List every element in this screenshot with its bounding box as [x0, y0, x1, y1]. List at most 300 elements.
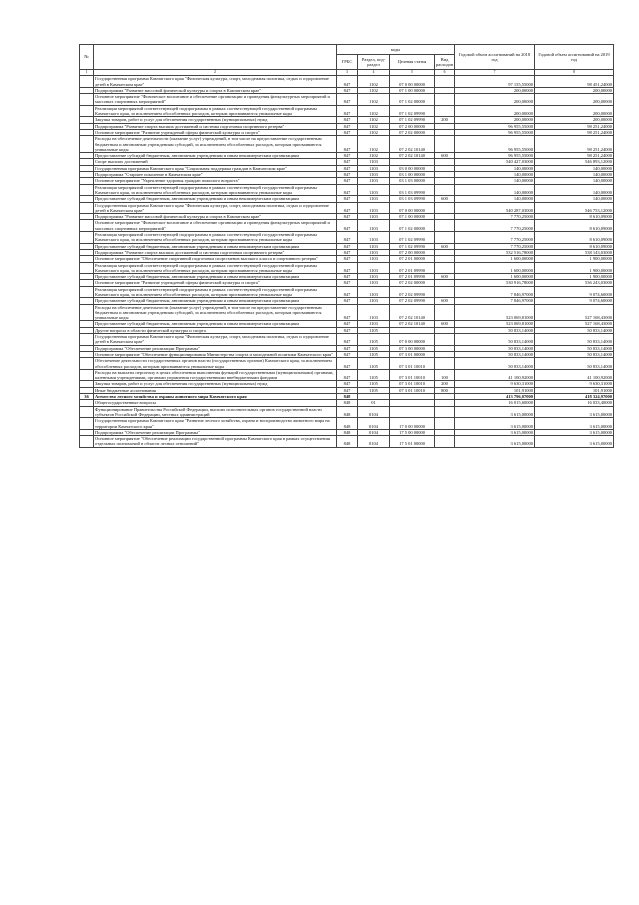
- table-row: [80, 334, 614, 346]
- expense-type-code: [435, 232, 455, 244]
- budget-item-name: Расходы на обеспечение деятельности (оказание услуг) учреждений, в том числе на предоставление государственным бюджетным и автономным учреждениям субсидий, за исключением обособленных расходов, которым присваиваются уникальные коды: [94, 304, 337, 321]
- razdel-code: 1103: [358, 256, 390, 262]
- amount-2018: 96 955,55000: [455, 123, 535, 129]
- razdel-code: 1102: [358, 117, 390, 123]
- expense-type-code: [435, 358, 455, 370]
- header-number: №: [80, 45, 94, 70]
- target-article-code: 03 1 00 00000: [390, 172, 435, 178]
- razdel-code: 1105: [358, 334, 390, 346]
- expense-type-code: [435, 184, 455, 196]
- expense-type-code: 100: [435, 369, 455, 381]
- target-article-code: 17 0 00 00000: [390, 418, 435, 430]
- budget-item-name: Подпрограмма "Развитие спорта высших достижений и системы подготовки спортивного резерва": [94, 123, 337, 129]
- razdel-code: 1103: [358, 178, 390, 184]
- grbs-code: 847: [337, 214, 358, 220]
- target-article-code: 07 1 02 09990: [390, 117, 435, 123]
- razdel-code: 1103: [358, 232, 390, 244]
- expense-type-code: 600: [435, 196, 455, 202]
- expense-type-code: [435, 94, 455, 106]
- amount-2018: 140,00000: [455, 196, 535, 202]
- grbs-code: 847: [337, 298, 358, 304]
- amount-2018: 540 287,03000: [455, 202, 535, 214]
- razdel-code: 1103: [358, 249, 390, 255]
- amount-2018: 101,91000: [455, 387, 535, 393]
- amount-2019: 527 168,43000: [535, 321, 614, 327]
- target-article-code: 07 1 00 00000: [390, 214, 435, 220]
- expense-type-code: [435, 406, 455, 418]
- razdel-code: 1102: [358, 94, 390, 106]
- budget-item-name: Предоставление субсидий бюджетным, автономным учреждениям и иным некоммерческим организациям: [94, 274, 337, 280]
- header-codes: коды: [337, 45, 455, 55]
- razdel-code: 1102: [358, 129, 390, 135]
- table-row: [80, 202, 614, 214]
- amount-2018: 3 615,00000: [455, 436, 535, 448]
- target-article-code: 03 0 00 00000: [390, 165, 435, 171]
- amount-2018: 97 155,55000: [455, 76, 535, 88]
- header-razdel: Раздел, под-раздел: [358, 55, 390, 70]
- expense-type-code: 600: [435, 153, 455, 159]
- razdel-code: 1102: [358, 105, 390, 117]
- amount-2019: 200,00000: [535, 87, 614, 93]
- amount-2018: 200,00000: [455, 105, 535, 117]
- grbs-code: 847: [337, 196, 358, 202]
- grbs-code: 847: [337, 345, 358, 351]
- expense-type-code: [435, 286, 455, 298]
- column-index: 3: [337, 70, 358, 76]
- razdel-code: 1103: [358, 202, 390, 214]
- budget-item-name: Реализация мероприятий соответствующей подпрограммы в рамках соответствующей государственной программы Камчатского края, за исключением обособленных расходов, которым присваиваются уникальные коды: [94, 262, 337, 274]
- target-article-code: 07 1 02 00000: [390, 220, 435, 232]
- budget-item-name: Подпрограмма "Развитие массовой физической культуры и спорта в Камчатском крае": [94, 87, 337, 93]
- amount-2018: 7 770,25000: [455, 214, 535, 220]
- expense-type-code: [435, 334, 455, 346]
- header-amount-2018: Годовой объем ассигнований на 2018 год: [455, 45, 535, 70]
- column-index: 6: [435, 70, 455, 76]
- razdel-code: 1105: [358, 327, 390, 333]
- grbs-code: 847: [337, 129, 358, 135]
- razdel-code: 1103: [358, 280, 390, 286]
- razdel-code: 1103: [358, 321, 390, 327]
- column-index: 1: [80, 70, 94, 76]
- header-amount-2019: Годовой объем ассигнований на 2019 год: [535, 45, 614, 70]
- grbs-code: 847: [337, 202, 358, 214]
- table-row: [80, 184, 614, 196]
- table-row: [80, 105, 614, 117]
- amount-2019: 9 630,31000: [535, 381, 614, 387]
- budget-item-name: Предоставление субсидий бюджетным, автономным учреждениям и иным некоммерческим организациям: [94, 196, 337, 202]
- budget-item-name: Государственная программа Камчатского края "Физическая культура, спорт, молодежная политика, отдых и оздоровление детей в Камчатском крае": [94, 334, 337, 346]
- row-number: [80, 358, 94, 370]
- grbs-code: 847: [337, 280, 358, 286]
- budget-item-name: Предоставление субсидий бюджетным, автономным учреждениям и иным некоммерческим организациям: [94, 243, 337, 249]
- target-article-code: 07 3 01 00000: [390, 351, 435, 357]
- grbs-code: 848: [337, 436, 358, 448]
- row-number: [80, 418, 94, 430]
- amount-2019: 50 833,14000: [535, 358, 614, 370]
- budget-item-name: Подпрограмма "Развитие массовой физической культуры и спорта в Камчатском крае": [94, 214, 337, 220]
- grbs-code: 848: [337, 406, 358, 418]
- grbs-code: 847: [337, 243, 358, 249]
- budget-item-name: Основное мероприятие "Укрепление здоровья граждан пожилого возраста": [94, 178, 337, 184]
- grbs-code: 847: [337, 286, 358, 298]
- budget-item-name: Предоставление субсидий бюджетным, автономным учреждениям и иным некоммерческим организациям: [94, 321, 337, 327]
- grbs-code: 847: [337, 321, 358, 327]
- grbs-code: 847: [337, 153, 358, 159]
- table-row: [80, 358, 614, 370]
- amount-2018: 50 833,14000: [455, 327, 535, 333]
- table-header-row: [80, 45, 614, 55]
- amount-2019: 98 251,24000: [535, 123, 614, 129]
- expense-type-code: 600: [435, 274, 455, 280]
- target-article-code: 07 3 01 10010: [390, 381, 435, 387]
- row-number: [80, 406, 94, 418]
- amount-2019: 101,91000: [535, 387, 614, 393]
- grbs-code: 847: [337, 334, 358, 346]
- amount-2019: 8 610,09000: [535, 243, 614, 249]
- amount-2018: 530 916,78000: [455, 280, 535, 286]
- razdel-code: 1103: [358, 286, 390, 298]
- target-article-code: 07 2 02 10140: [390, 153, 435, 159]
- amount-2019: 140,00000: [535, 196, 614, 202]
- amount-2019: 200,00000: [535, 94, 614, 106]
- target-article-code: 17 5 01 00000: [390, 436, 435, 448]
- amount-2019: 98 451,24000: [535, 76, 614, 88]
- amount-2018: 413 796,07000: [455, 394, 535, 400]
- amount-2019: 200,00000: [535, 117, 614, 123]
- expense-type-code: [435, 436, 455, 448]
- razdel-code: 1103: [358, 214, 390, 220]
- amount-2018: 7 770,25000: [455, 220, 535, 232]
- budget-item-name: Расходы на выплаты персоналу в целях обеспечения выполнения функций государственными (муниципальными) органами, казенными учреждениями, органами управления государственными внебюджетными фондами: [94, 369, 337, 381]
- target-article-code: 07 0 00 00000: [390, 76, 435, 88]
- grbs-code: 847: [337, 184, 358, 196]
- budget-item-name: Основное мероприятие "Обеспечение функционирования Министерства спорта и молодежной политики Камчатского края": [94, 351, 337, 357]
- razdel-code: 1105: [358, 381, 390, 387]
- target-article-code: 07 2 02 00000: [390, 129, 435, 135]
- amount-2018: 523 069,81000: [455, 321, 535, 327]
- amount-2018: 523 069,81000: [455, 304, 535, 321]
- amount-2018: 96 955,55000: [455, 153, 535, 159]
- target-article-code: 07 3 00 00000: [390, 345, 435, 351]
- target-article-code: 03 1 03 09990: [390, 196, 435, 202]
- target-article-code: 07 0 00 00000: [390, 202, 435, 214]
- amount-2018: 16 015,60000: [455, 400, 535, 406]
- budget-item-name: Основное мероприятие "Физическое воспитание и обеспечение организации и проведения физкультурных мероприятий и массовых спортивных мероприятий": [94, 94, 337, 106]
- target-article-code: 07 2 02 10140: [390, 304, 435, 321]
- budget-item-name: Агентство лесного хозяйства и охраны животного мира Камчатского края: [94, 394, 337, 400]
- table-row: [80, 220, 614, 232]
- target-article-code: 07 3 01 10010: [390, 369, 435, 381]
- amount-2018: 7 846,97000: [455, 298, 535, 304]
- column-index: 8: [535, 70, 614, 76]
- header-vid: Вид расходов: [435, 55, 455, 70]
- grbs-code: 847: [337, 178, 358, 184]
- expense-type-code: [435, 262, 455, 274]
- target-article-code: 07 0 00 00000: [390, 334, 435, 346]
- grbs-code: 847: [337, 136, 358, 153]
- grbs-code: 847: [337, 381, 358, 387]
- grbs-code: 847: [337, 256, 358, 262]
- header-name: [94, 45, 337, 70]
- amount-2018: 1 600,00000: [455, 256, 535, 262]
- razdel-code: 1103: [358, 165, 390, 171]
- row-number: [80, 136, 94, 153]
- amount-2019: 140,00000: [535, 172, 614, 178]
- amount-2018: 140,00000: [455, 165, 535, 171]
- table-row: [80, 94, 614, 106]
- target-article-code: 07 1 02 09990: [390, 105, 435, 117]
- table-row: [80, 406, 614, 418]
- amount-2018: 1 600,00000: [455, 262, 535, 274]
- target-article-code: 07 2 00 00000: [390, 249, 435, 255]
- amount-2018: 532 516,78000: [455, 249, 535, 255]
- amount-2019: 3 615,00000: [535, 429, 614, 435]
- target-article-code: 07 2 02 09990: [390, 298, 435, 304]
- row-number: [80, 105, 94, 117]
- amount-2019: 3 615,00000: [535, 436, 614, 448]
- budget-item-name: Спорт высших достижений: [94, 159, 337, 165]
- grbs-code: 847: [337, 123, 358, 129]
- target-article-code: 07 1 02 00000: [390, 94, 435, 106]
- grbs-code: 847: [337, 232, 358, 244]
- razdel-code: 1105: [358, 358, 390, 370]
- amount-2018: 7 770,25000: [455, 243, 535, 249]
- razdel-code: 1102: [358, 123, 390, 129]
- razdel-code: 1102: [358, 153, 390, 159]
- amount-2019: 1 900,00000: [535, 274, 614, 280]
- expense-type-code: 200: [435, 117, 455, 123]
- amount-2019: 50 833,14000: [535, 327, 614, 333]
- column-index: 5: [390, 70, 435, 76]
- budget-item-name: Основное мероприятие "Физическое воспитание и обеспечение организации и проведения физкультурных мероприятий и массовых спортивных мероприятий": [94, 220, 337, 232]
- expense-type-code: [435, 105, 455, 117]
- razdel-code: 1103: [358, 262, 390, 274]
- target-article-code: 07 3 01 10010: [390, 358, 435, 370]
- target-article-code: 07 2 02 00000: [390, 280, 435, 286]
- table-row: [80, 76, 614, 88]
- expense-type-code: [435, 220, 455, 232]
- budget-item-name: Реализация мероприятий соответствующей подпрограммы в рамках соответствующей государственной программы Камчатского края, за исключением обособленных расходов, которым присваиваются уникальные коды: [94, 105, 337, 117]
- budget-table: [79, 44, 614, 448]
- table-row: [80, 232, 614, 244]
- razdel-code: 0104: [358, 406, 390, 418]
- row-number: [80, 94, 94, 106]
- table-row: [80, 418, 614, 430]
- amount-2019: 1 900,00000: [535, 262, 614, 274]
- expense-type-code: 600: [435, 298, 455, 304]
- amount-2018: 50 833,14000: [455, 345, 535, 351]
- razdel-code: 1103: [358, 184, 390, 196]
- amount-2018: 3 615,00000: [455, 429, 535, 435]
- target-article-code: 07 3 01 10010: [390, 387, 435, 393]
- amount-2018: 96 955,55000: [455, 136, 535, 153]
- target-article-code: 07 1 02 09990: [390, 243, 435, 249]
- expense-type-code: 600: [435, 243, 455, 249]
- row-number: [80, 304, 94, 321]
- target-article-code: [390, 406, 435, 418]
- amount-2018: 200,00000: [455, 87, 535, 93]
- row-number: [80, 184, 94, 196]
- amount-2019: 546 893,12000: [535, 159, 614, 165]
- column-index: 7: [455, 70, 535, 76]
- amount-2018: 3 615,00000: [455, 418, 535, 430]
- grbs-code: 847: [337, 351, 358, 357]
- amount-2019: 8 610,09000: [535, 220, 614, 232]
- amount-2019: 3 615,00000: [535, 418, 614, 430]
- expense-type-code: 800: [435, 387, 455, 393]
- grbs-code: 847: [337, 304, 358, 321]
- razdel-code: 0104: [358, 436, 390, 448]
- budget-item-name: Закупка товаров, работ и услуг для обеспечения государственных (муниципальных) нужд: [94, 117, 337, 123]
- grbs-code: 847: [337, 105, 358, 117]
- razdel-code: 1102: [358, 87, 390, 93]
- amount-2019: 1 900,00000: [535, 256, 614, 262]
- razdel-code: 1103: [358, 243, 390, 249]
- budget-item-name: Функционирование Правительства Российской Федерации, высших исполнительных органов государственной власти субъектов Российской Федерации, местных администраций: [94, 406, 337, 418]
- grbs-code: 848: [337, 429, 358, 435]
- amount-2018: 1 600,00000: [455, 274, 535, 280]
- amount-2019: 16 033,40000: [535, 400, 614, 406]
- row-number: [80, 76, 94, 88]
- amount-2019: 200,00000: [535, 105, 614, 117]
- amount-2019: 98 251,24000: [535, 129, 614, 135]
- budget-item-name: Государственная программа Камчатского края "Физическая культура, спорт, молодежная политика, отдых и оздоровление детей в Камчатском крае": [94, 202, 337, 214]
- amount-2018: 41 100,92000: [455, 369, 535, 381]
- razdel-code: 1105: [358, 387, 390, 393]
- amount-2019: 8 610,09000: [535, 214, 614, 220]
- razdel-code: 1103: [358, 304, 390, 321]
- amount-2018: 140,00000: [455, 172, 535, 178]
- table-row: [80, 136, 614, 153]
- amount-2019: 140,00000: [535, 165, 614, 171]
- amount-2019: 8 610,09000: [535, 232, 614, 244]
- amount-2018: 7 846,97000: [455, 286, 535, 298]
- amount-2018: 200,00000: [455, 94, 535, 106]
- amount-2019: 50 833,14000: [535, 351, 614, 357]
- target-article-code: 07 2 01 09990: [390, 274, 435, 280]
- grbs-code: 847: [337, 172, 358, 178]
- budget-item-name: Реализация мероприятий соответствующей подпрограммы в рамках соответствующей государственной программы Камчатского края, за исключением обособленных расходов, которым присваиваются уникальные коды: [94, 232, 337, 244]
- target-article-code: 07 2 02 10140: [390, 136, 435, 153]
- razdel-code: 1103: [358, 298, 390, 304]
- amount-2019: 527 168,43000: [535, 304, 614, 321]
- amount-2019: 140,00000: [535, 178, 614, 184]
- amount-2018: 3 615,00000: [455, 406, 535, 418]
- razdel-code: 1105: [358, 351, 390, 357]
- grbs-code: 848: [337, 394, 358, 400]
- grbs-code: 847: [337, 249, 358, 255]
- budget-item-name: Реализация мероприятий соответствующей подпрограммы в рамках соответствующей государственной программы Камчатского края, за исключением обособленных расходов, которым присваиваются уникальные коды: [94, 184, 337, 196]
- budget-item-name: Подпрограмма "Обеспечение реализации Программы": [94, 345, 337, 351]
- row-number: [80, 232, 94, 244]
- grbs-code: 847: [337, 159, 358, 165]
- budget-item-name: Основное мероприятие "Обеспечение спортивной подготовки спортсменов высокого класса и спортивного резерва": [94, 256, 337, 262]
- razdel-code: 01: [358, 400, 390, 406]
- budget-item-name: Подпрограмма "Старшее поколение в Камчатском крае": [94, 172, 337, 178]
- target-article-code: 07 2 02 10140: [390, 321, 435, 327]
- grbs-code: 847: [337, 274, 358, 280]
- razdel-code: 1103: [358, 220, 390, 232]
- target-article-code: 17 5 00 00000: [390, 429, 435, 435]
- row-number: [80, 334, 94, 346]
- amount-2018: 540 427,03000: [455, 159, 535, 165]
- grbs-code: 847: [337, 220, 358, 232]
- razdel-code: 0104: [358, 429, 390, 435]
- amount-2018: 140,00000: [455, 184, 535, 196]
- amount-2019: 546 753,12000: [535, 202, 614, 214]
- target-article-code: 07 2 01 00000: [390, 256, 435, 262]
- razdel-code: 1102: [358, 76, 390, 88]
- budget-item-name: Основное мероприятие "Обеспечение реализации государственной программы Камчатского края в рамках осуществления отдельных полномочий в области лесных отношений": [94, 436, 337, 448]
- budget-item-name: Государственная программа Камчатского края "Физическая культура, спорт, молодежная политика, отдых и оздоровление детей в Камчатском крае": [94, 76, 337, 88]
- amount-2019: 536 243,03000: [535, 280, 614, 286]
- table-row: [80, 286, 614, 298]
- header-celevaya: Целевая статья: [390, 55, 435, 70]
- row-number: 36: [80, 394, 94, 400]
- budget-item-name: Подпрограмма "Обеспечение реализации Программы": [94, 429, 337, 435]
- budget-item-name: Реализация мероприятий соответствующей подпрограммы в рамках соответствующей государственной программы Камчатского края, за исключением обособленных расходов, которым присваиваются уникальные коды: [94, 286, 337, 298]
- budget-item-name: Иные бюджетные ассигнования: [94, 387, 337, 393]
- expense-type-code: [435, 418, 455, 430]
- razdel-code: 1105: [358, 345, 390, 351]
- target-article-code: 07 1 00 00000: [390, 87, 435, 93]
- amount-2018: 9 630,31000: [455, 381, 535, 387]
- expense-type-code: [435, 202, 455, 214]
- budget-item-name: Общегосударственные вопросы: [94, 400, 337, 406]
- grbs-code: 847: [337, 358, 358, 370]
- target-article-code: 07 1 02 09990: [390, 232, 435, 244]
- amount-2019: 50 833,14000: [535, 345, 614, 351]
- row-number: [80, 220, 94, 232]
- target-article-code: 03 1 03 09990: [390, 184, 435, 196]
- amount-2019: 140,00000: [535, 184, 614, 196]
- razdel-code: 1105: [358, 369, 390, 381]
- grbs-code: 847: [337, 94, 358, 106]
- razdel-code: 1103: [358, 196, 390, 202]
- grbs-code: 847: [337, 369, 358, 381]
- target-article-code: 07 2 02 09990: [390, 286, 435, 298]
- razdel-code: 1103: [358, 274, 390, 280]
- budget-item-name: Закупка товаров, работ и услуг для обеспечения государственных (муниципальных) нужд: [94, 381, 337, 387]
- amount-2018: 50 833,14000: [455, 351, 535, 357]
- budget-item-name: Подпрограмма "Развитие спорта высших достижений и системы подготовки спортивного резерва": [94, 249, 337, 255]
- grbs-code: 847: [337, 87, 358, 93]
- row-number: [80, 262, 94, 274]
- amount-2019: 9 074,60000: [535, 286, 614, 298]
- budget-item-name: Обеспечение деятельности государственных органов власти (государственных органов) Камчатского края, за исключением обособленных расходов, которым присваиваются уникальные коды: [94, 358, 337, 370]
- budget-item-name: Основное мероприятие "Развитие учреждений сферы физической культуры и спорта": [94, 280, 337, 286]
- table-row: [80, 304, 614, 321]
- budget-item-name: Предоставление субсидий бюджетным, автономным учреждениям и иным некоммерческим организациям: [94, 153, 337, 159]
- razdel-code: 1103: [358, 159, 390, 165]
- grbs-code: 847: [337, 117, 358, 123]
- grbs-code: 848: [337, 400, 358, 406]
- expense-type-code: [435, 304, 455, 321]
- amount-2018: 7 770,25000: [455, 232, 535, 244]
- budget-item-name: Государственная программа Камчатского края "Социальная поддержка граждан в Камчатском крае": [94, 165, 337, 171]
- amount-2018: 50 833,14000: [455, 358, 535, 370]
- amount-2018: 140,00000: [455, 178, 535, 184]
- amount-2019: 9 074,60000: [535, 298, 614, 304]
- expense-type-code: 600: [435, 321, 455, 327]
- budget-item-name: Расходы на обеспечение деятельности (оказание услуг) учреждений, в том числе на предоставление государственным бюджетным и автономным учреждениям субсидий, за исключением обособленных расходов, которым присваиваются уникальные коды: [94, 136, 337, 153]
- table-row: [80, 262, 614, 274]
- target-article-code: 07 2 01 09990: [390, 262, 435, 274]
- budget-item-name: Предоставление субсидий бюджетным, автономным учреждениям и иным некоммерческим организациям: [94, 298, 337, 304]
- amount-2019: 538 143,03000: [535, 249, 614, 255]
- expense-type-code: [435, 76, 455, 88]
- amount-2019: 50 833,14000: [535, 334, 614, 346]
